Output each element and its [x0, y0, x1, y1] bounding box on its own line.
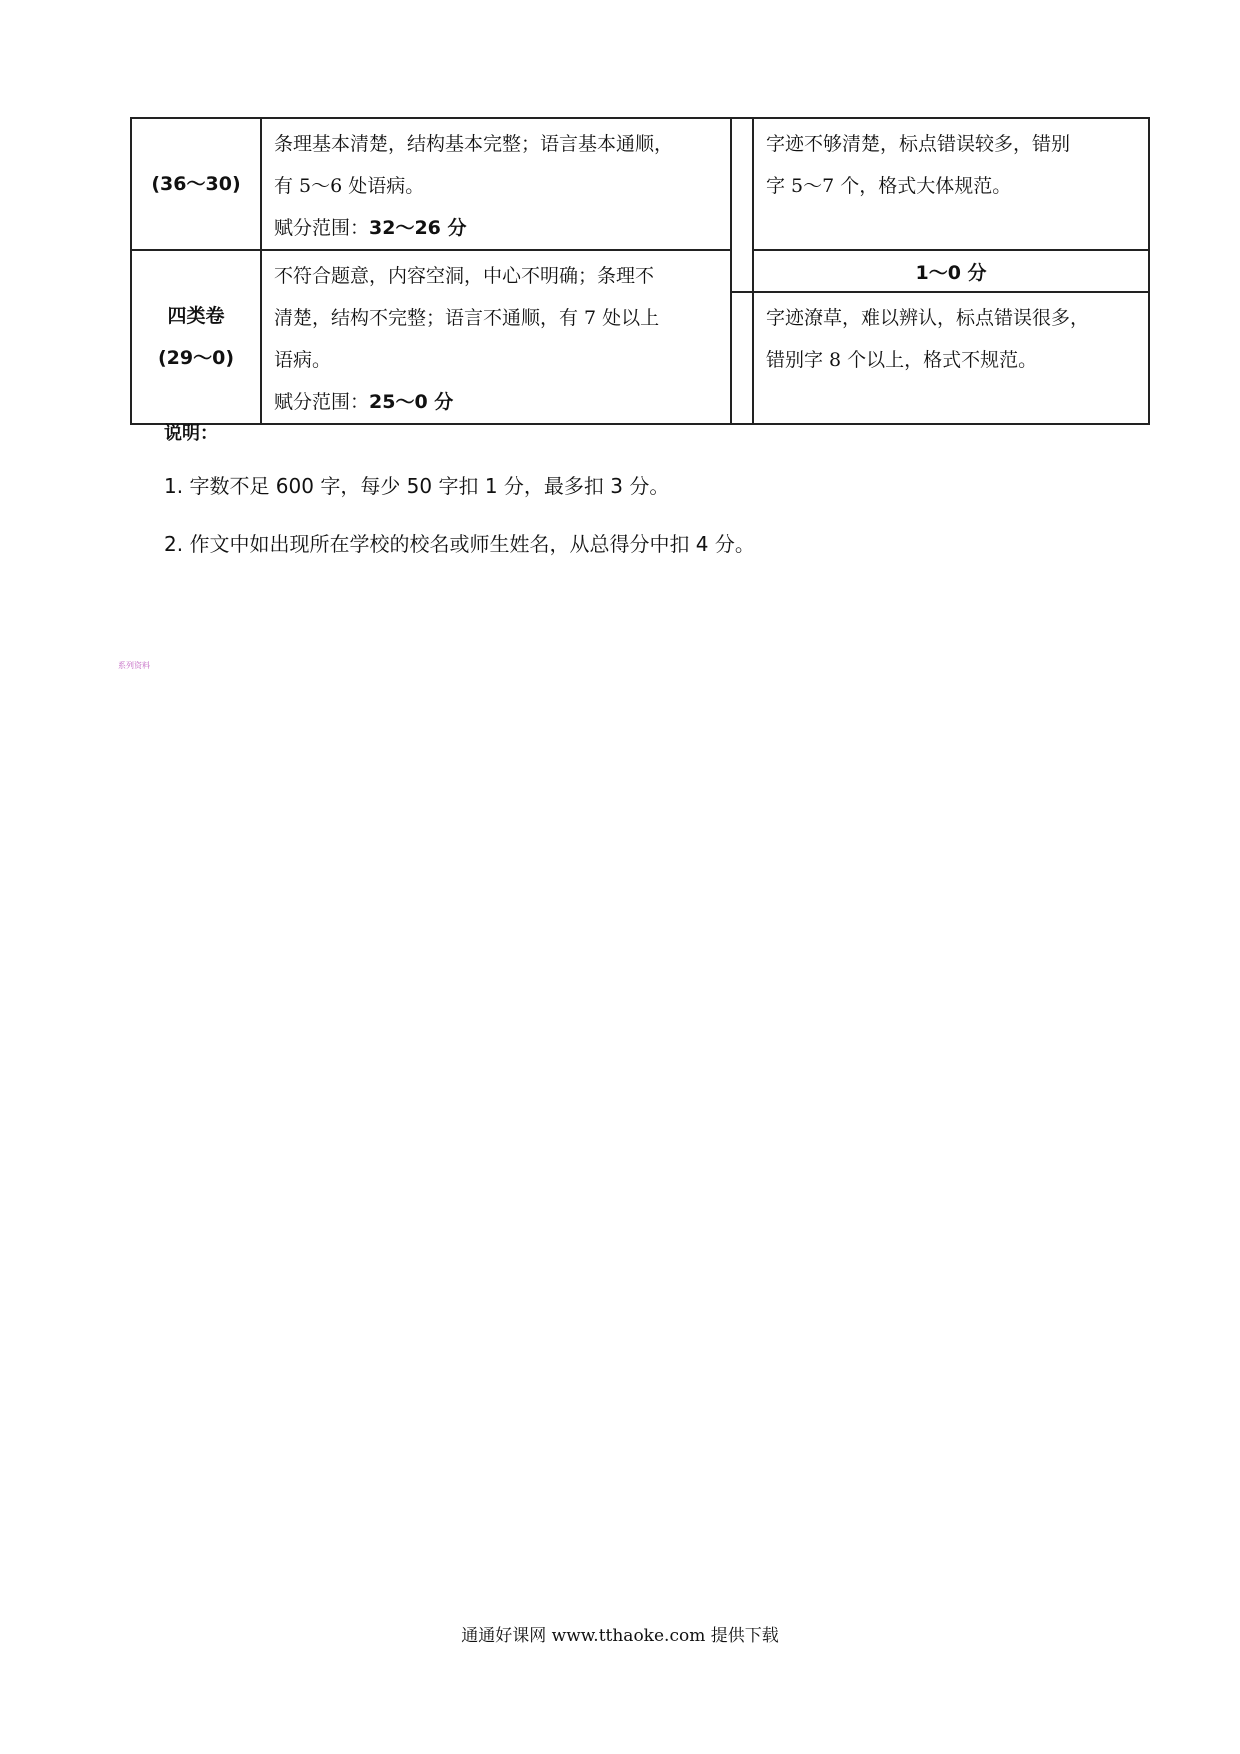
table-row-three	[131, 118, 1149, 250]
spacer-cell	[731, 292, 753, 424]
page-footer: 通通好课网 www.tthaoke.com 提供下载	[461, 1626, 779, 1646]
handwriting-line: 错别字 8 个以上，格式不规范。	[766, 349, 1038, 372]
notes-title: 说明：	[164, 423, 218, 444]
score-range: 赋分范围：25～0 分	[274, 391, 454, 413]
description-line: 有 5～6 处语病。	[274, 175, 425, 197]
description-line: 清楚，结构不完整；语言不通顺，有 7 处以上	[274, 307, 660, 329]
score-range: 赋分范围：32～26 分	[274, 217, 467, 239]
spacer-cell	[731, 118, 753, 292]
category-range: (36～30)	[151, 173, 241, 195]
category-name: 四类卷	[167, 305, 225, 327]
handwriting-score-cell	[753, 250, 1149, 292]
note-item: 1. 字数不足 600 字，每少 50 字扣 1 分，最多扣 3 分。	[164, 474, 670, 498]
handwriting-line: 字 5～7 个，格式大体规范。	[766, 175, 1012, 197]
scoring-rubric-table	[130, 117, 1150, 425]
description-cell	[261, 250, 731, 424]
category-cell	[131, 250, 261, 424]
watermark-stamp: 系列资料	[118, 661, 150, 670]
handwriting-cell	[753, 292, 1149, 424]
note-item: 2. 作文中如出现所在学校的校名或师生姓名，从总得分中扣 4 分。	[164, 532, 755, 556]
description-line: 不符合题意，内容空洞，中心不明确；条理不	[274, 265, 655, 287]
table-row-four	[131, 250, 1149, 292]
handwriting-line: 字迹不够清楚，标点错误较多，错别	[766, 133, 1071, 155]
description-cell	[261, 118, 731, 250]
description-line: 语病。	[274, 349, 332, 371]
handwriting-line: 字迹潦草，难以辨认，标点错误很多，	[766, 307, 1090, 330]
category-range: (29～0)	[157, 347, 235, 369]
description-line: 条理基本清楚，结构基本完整；语言基本通顺，	[274, 133, 674, 155]
category-cell	[131, 118, 261, 250]
handwriting-cell	[753, 118, 1149, 250]
handwriting-score: 1～0 分	[915, 261, 987, 284]
